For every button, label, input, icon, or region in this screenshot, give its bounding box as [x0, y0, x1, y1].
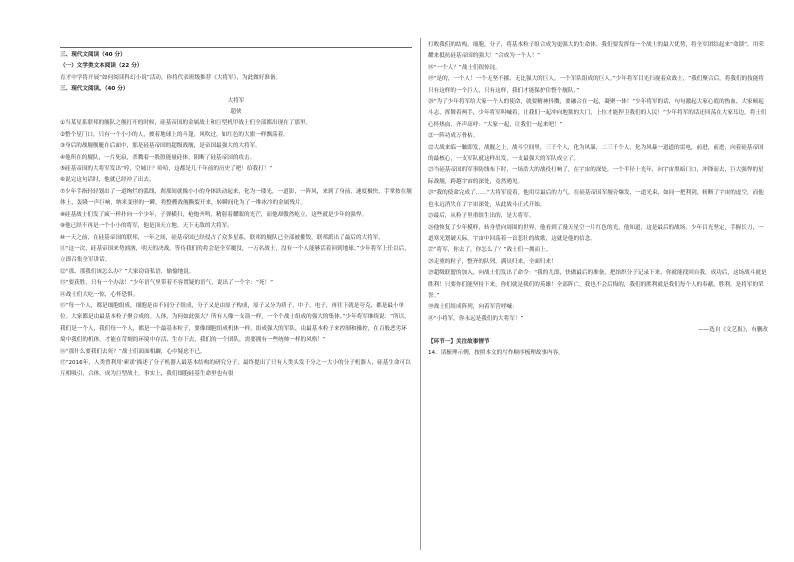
article-title: 大将军	[227, 97, 245, 104]
paragraph: ⑫“那、那我们该怎么办？”大家窃窃私语，愉愉地说。	[60, 268, 195, 275]
paragraph: ②整个星门口，只有一个小小的人，披着地球上的斗篷，风吹过，如红色的大旗一样飘荡着。	[60, 131, 289, 138]
paragraph: ⑧硅基战士们发了疯一样扑向一个少年，子弹横扫，枪炮齐鸣，精射着耀眼的光芒，而他却傲然屹立，这些就是少年的强悍。	[60, 211, 368, 218]
paragraph: ①当某星系联邦的舰队之舰打开的时候，硅基帝国的金属战士和巨型机甲战士们全部都出现在了那里。	[60, 120, 312, 127]
paragraph: ⑰“2016年，人类曾利用‘索诺’描述了分子机器人最基本结构的研究分子，最终提出了只有人类头发千分之一大小的分子机器人，硅基生命可以互相吸引、合体，成为巨型战士。事实上，我们细胞硅基生命里也有很	[60, 359, 411, 378]
section-heading-2: 三、现代文阅读。（40 分）	[60, 86, 129, 93]
paragraph: ㉔“我的使命完成了……”大将军说着，他用尽最后的力气，在硅基帝国军舰旁爆发，一道光束，如同一把利剑，斩断了宇宙的虚空，而他也永远消失在了宇宙深处，从此战斗正式开始。	[428, 190, 764, 208]
top-rule	[60, 47, 412, 48]
task-label: 【环节一】关注故事情节	[428, 338, 490, 345]
article-paragraphs-right	[428, 40, 768, 325]
paragraph: ㉖他恢复了少年模样，转身望向周围的世界，他看到了漫天星空一片红色的光，他知道，这是最后的战场。少年目光坚定，手握长刀，一道寒光划破天际，宇宙中回荡着一首悲壮的战歌，这就是他的信念。	[428, 224, 764, 242]
paragraph: ⑳“为了少年将军给大家一个人的使命，就要精神抖擞，要融合在一起，凝聚一体！”少年将军的话，句句激起大家心底的热血，大家顿起斗志，挥舞着两手，少年将军叫喊着，让我们一起冲向地狱的大门，上位才能捍卫我们的人民！”少年将军的话还回荡在大家耳边，将士们心怀热血，齐声高呼：“大家一起，让我们一起来吧！”	[428, 99, 767, 128]
paragraph: ⑱“一个人？”战士们很惊诧。	[428, 64, 501, 71]
paragraph: 打败我们的结构，细胞，分子，将基本粒子组合成为更强大的生命体。我们要发挥每一个战士的最大优势，将全军团结起来“命锁”，用荣耀来抵抗硅基帝国的强大！”合成为一个人！”	[428, 42, 764, 60]
section-heading: 三、现代文阅读（40 分）	[60, 52, 126, 58]
subsection-heading: （一）文学类文本阅读（22 分）	[60, 63, 143, 70]
paragraph: ⑩一天之前，在硅基帝国的联邦，一年之间，硅基帝国已经侵占了众多星系，联邦的舰队已全部被摧毁，联邦派出了最后的大将军。	[60, 234, 384, 241]
paragraph: ⑬“要获胜，只有一个办法！”少年语气里带着不容置疑的语气，说出了一个字：“死！”	[60, 280, 273, 287]
paragraph: ㉘走重的粒子，整齐的队列，满员归来，全面归来！	[428, 258, 557, 265]
column-divider	[420, 38, 421, 550]
paragraph: ⑥说完这句话时，他就已经冲了出去。	[60, 177, 155, 184]
paragraph: ㉕最后，从粒子里重组生出的，是大将军。	[428, 213, 535, 220]
article-author: 超侠	[230, 109, 242, 116]
paragraph: ⑦少年手指轻轻划出了一道绚烂的弧线，刹那间就像小小的身体跃动起来，化为一缕光，一道影，一阵风，来到了身前，速度极快，手掌按在舰体上，轰隆一声巨响，纳米变形的一瞬，将整艘战舰撕裂开来，转瞬间化为了一堆冰冷的金属残片。	[60, 188, 412, 207]
paragraph: ⑨他已经不再是一个小小的将军，他是顶天立地、天下无敌的大将军。	[60, 223, 233, 230]
intro-text: 育才中学将开展“如何阅读科幻小说”活动，你将代表班级推荐《大将军》，为此做好准备。	[60, 74, 282, 81]
paragraph: ㉗“将军，你去了，你怎么了？”战士们一拥而上。	[428, 247, 552, 254]
paragraph: ㉙超级联盟的加入，向战士们发出了命令：“我的儿郎，快做最后的准备，把组织分子记录下来，你就能找回自我，成功后，这场战斗就是胜利！只要你们能坚持下来，你们就是我们的英雄！全部阵亡，我也不会后悔的，我们的胜利就是我们每个人的奉献，胜利，是将军的荣誉。”	[428, 270, 767, 299]
paragraph: ⑤硅基帝国的大将军发出“哼，空城计？哈哈，这都是几千年前的历史了吧！给我打！”	[60, 166, 273, 173]
paragraph: ㉒大战来临一触即发，战舰之上，战斗空间里，三千个人，化为风暴，二三千个人，化为风暴一道道的雷电，前进，前进，向着硅基帝国的最核心，一支军队就这样出发，一支最强大的军队成立了。	[428, 144, 764, 163]
paragraph: ⑲“是的，一个人！一个无坚不摧、无比强大的巨人，一个军队组成的巨人。”少年将军目光扫视着众战士，“我们聚合后，将我们的技能将只有这样的一个巨人，只有这样，我们才能保护住整个舰队。”	[428, 76, 764, 94]
paragraph: ⑭战士们大吃一惊，心怀恐惧。	[60, 291, 139, 298]
paragraph: ③身后的战舰舰艇在后面中，那是硅基帝国的超级战舰，是帝国最强大的大将军。	[60, 143, 261, 150]
paragraph: ㉓当硅基帝国的军事防线布下时，一场浩大的战役打响了，在宇宙的深处，一个半径十光年，向宇宙黑暗门口，冲锋而去，巨大强悍的星际战舰，跨越宇宙的深处，竟然遇见。	[428, 167, 764, 185]
paragraph: ⑯“那什么要我们去死？”战士们面面相觑，心中疑虑不已。	[60, 348, 206, 355]
paragraph: ④他所在的舰队，一片死寂，杀戮着一股股能量硅体，阻断了硅基帝国的攻击。	[60, 154, 256, 161]
paragraph: ⑮“每一个人，都是细胞组成，细胞是由不同分子组成，分子又是由原子构成，原子又分为质子、中子、电子，再往下就是夸克，都是最小单位。大家都是由最基本粒子聚合成的。人体，为何如此强大？所有人像一支箭一样，一个个战士组成的强大的集体。”少年将军继续说：“所以，我们是一个人，我们每一个人，都是一个最基本粒子，要像细胞组成机体一样，组成强大的军队，由最基本粒子来控制和操控，在百般恶劣环境中我们的机体，才能在苛刻的环境中存活、生存下去，我们的一个团队，需要拥有一些统帅一样的风格！”	[60, 302, 410, 344]
article-paragraphs-left	[60, 118, 412, 380]
question-14: 14．请梳理示例，按照本文的写作顺序梳理故事内容。	[428, 349, 564, 356]
source-note: ——选自《文艺报》，有删改	[698, 327, 768, 334]
paragraph: ⑪“这一次，硅基帝国来势汹汹，明天的决战，等待我们的将会是全军覆没，一万名战士，没有一个人能够活着回到地球。”少年将军上任以后，立即召集全军讲话。	[60, 245, 410, 264]
right-column	[428, 40, 768, 359]
paragraph: ㉚战士们组成阵列，向着军营呼喊：	[428, 304, 518, 311]
paragraph: ㉑一阵功成万骨枯。	[428, 133, 479, 140]
paragraph: ㉛“小将军，你永远是我们的大将军！”	[428, 315, 524, 322]
